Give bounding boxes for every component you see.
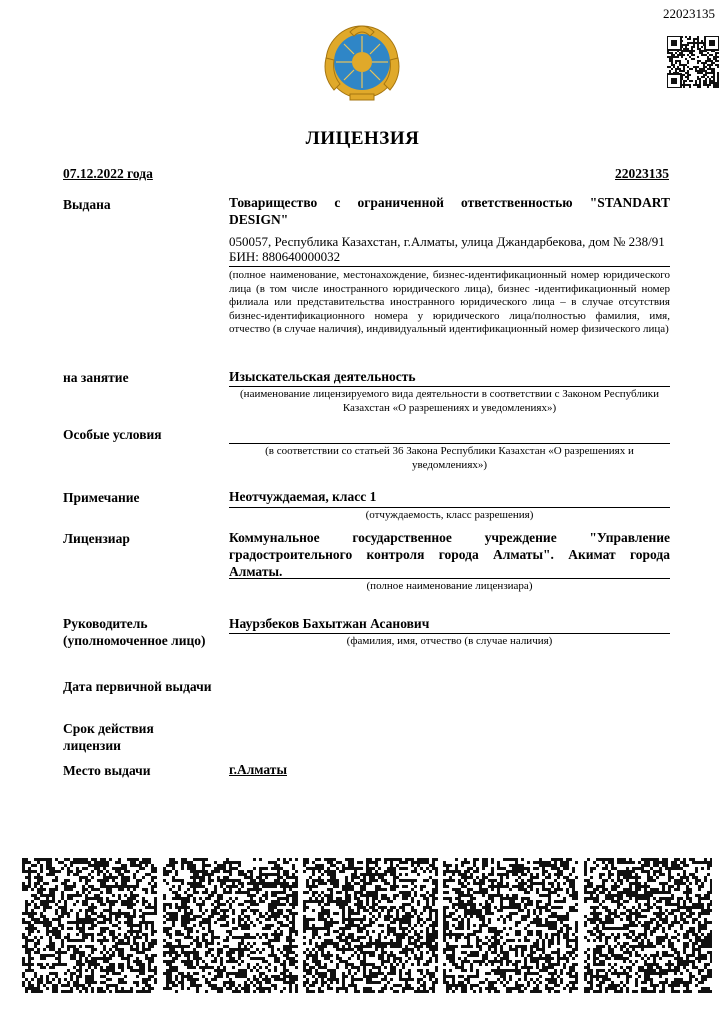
issued-name: Товарищество с ограниченной ответственностью "STANDART DESIGN" bbox=[229, 195, 670, 227]
activity-label: на занятие bbox=[63, 370, 129, 385]
head-value: Наурзбеков Бахытжан Асанович bbox=[229, 616, 430, 631]
place-value: г.Алматы bbox=[229, 762, 287, 777]
licensor-value: Коммунальное государственное учреждение "Управление градостроительного контроля города Алматы". Акимат города Алматы. bbox=[229, 530, 670, 579]
head-hint: (фамилия, имя, отчество (в случае наличия) bbox=[346, 635, 553, 647]
note-rule bbox=[229, 507, 670, 508]
issue-date: 07.12.2022 года bbox=[63, 166, 153, 181]
registration-number: 22023135 bbox=[615, 166, 669, 181]
note-label: Примечание bbox=[63, 490, 140, 505]
activity-hint: (наименование лицензируемого вида деятельности в соответствии с Законом Республики Казахстан «О разрешениях и уведомлениях») bbox=[240, 388, 659, 414]
licensor-hint: (полное наименование лицензиара) bbox=[366, 580, 533, 592]
first-issue-label: Дата первичной выдачи bbox=[63, 679, 212, 694]
activity-value: Изыскательская деятельность bbox=[229, 369, 416, 384]
head-label-line2: (уполномоченное лицо) bbox=[63, 633, 206, 648]
licensor-label: Лицензиар bbox=[63, 531, 130, 546]
issued-address: 050057, Республика Казахстан, г.Алматы, улица Джандарбекова, дом № 238/91 bbox=[229, 234, 665, 249]
head-label-line1: Руководитель bbox=[63, 616, 148, 631]
head-rule bbox=[229, 633, 670, 634]
head-label bbox=[63, 615, 206, 649]
validity-label-line1: Срок действия bbox=[63, 721, 154, 736]
special-conditions-hint: (в соответствии со статьей 36 Закона Республики Казахстан «О разрешениях и уведомлениях») bbox=[265, 445, 634, 471]
activity-rule bbox=[229, 386, 670, 387]
note-value: Неотчуждаемая, класс 1 bbox=[229, 489, 377, 504]
validity-label-line2: лицензии bbox=[63, 738, 121, 753]
place-label: Место выдачи bbox=[63, 763, 151, 778]
validity-label bbox=[63, 720, 154, 754]
licensor-rule bbox=[229, 578, 670, 579]
document-title: ЛИЦЕНЗИЯ bbox=[305, 128, 420, 149]
document-number-top: 22023135 bbox=[663, 6, 715, 21]
issued-bin: БИН: 880640000032 bbox=[229, 249, 341, 264]
signature-barcodes bbox=[22, 858, 712, 993]
state-emblem-icon bbox=[320, 18, 404, 102]
qr-code-icon bbox=[667, 36, 719, 88]
issued-rule bbox=[229, 266, 670, 267]
special-conditions-label: Особые условия bbox=[63, 427, 162, 442]
special-conditions-rule bbox=[229, 443, 670, 444]
issued-label: Выдана bbox=[63, 197, 111, 212]
note-hint: (отчуждаемость, класс разрешения) bbox=[365, 509, 534, 521]
issued-hint: (полное наименование, местонахождение, бизнес-идентификационный номер юридического лица (в том числе иностранного юридического лица), бизнес -идентификационный номер филиала или представительства иностранного юридического лица – в случае отсутствия бизнес-идентификационного номера у юридического лица/полностью фамилия, имя, отчество (в случае наличия), индивидуальный идентификационный номер физического лица) bbox=[229, 269, 670, 335]
